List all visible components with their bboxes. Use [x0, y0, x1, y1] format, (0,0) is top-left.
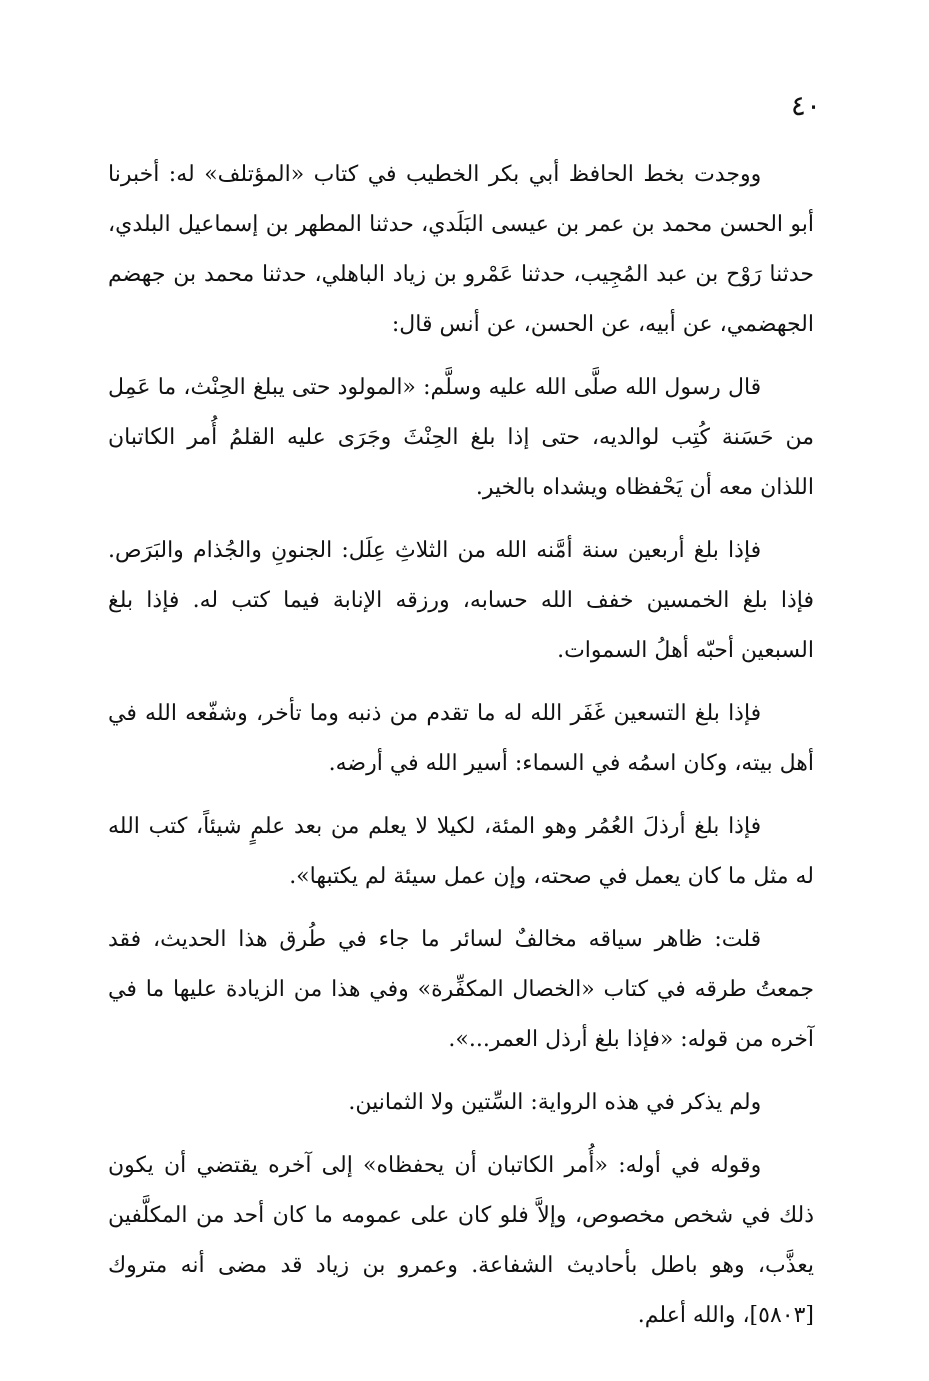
- paragraph-hadith-opening: قال رسول الله صلَّى الله عليه وسلَّم: «المولود حتى يبلغ الحِنْث، ما عَمِل من حَسَنة كُتِب لوالديه، حتى إذا بلغ الحِنْثَ وجَرَى عليه القلمُ أُمر الكاتبان اللذان معه أن يَحْفظاه ويشداه بالخير.: [108, 375, 814, 500]
- paragraph-ninety: فإذا بلغ التسعين غَفَر الله له ما تقدم من ذنبه وما تأخر، وشفّعه الله في أهل بيته، وكان اسمُه في السماء: أسير الله في أرضه.: [108, 701, 814, 776]
- page-number: ٤٠: [790, 89, 821, 122]
- paragraph-commentary: قلت: ظاهر سياقه مخالفٌ لسائر ما جاء في طُرق هذا الحديث، فقد جمعتُ طرقه في كتاب «الخصال المكفِّرة» وفي هذا من الزيادة عليها ما في آخره من قوله: «فإذا بلغ أرذل العمر...».: [108, 927, 814, 1052]
- paragraph-note-sixty-eighty: ولم يذكر في هذه الرواية: السِّتين ولا الثمانين.: [348, 1090, 762, 1115]
- paragraph-hundred: فإذا بلغ أرذلَ العُمُر وهو المئة، لكيلا لا يعلم من بعد علمٍ شيئاً، كتب الله له مثل ما كان يعمل في صحته، وإن عمل سيئة لم يكتبها».: [108, 814, 814, 889]
- body-text: [108, 150, 814, 1354]
- paragraph-forty-fifty-seventy: فإذا بلغ أربعين سنة أمَّنه الله من الثلاثِ عِلَل: الجنونِ والجُذام والبَرَص. فإذا بلغ الخمسين خفف الله حسابه، ورزقه الإنابة فيما كتب له. فإذا بلغ السبعين أحبّه أهلُ السموات.: [108, 538, 814, 663]
- paragraph-isnad: ووجدت بخط الحافظ أبي بكر الخطيب في كتاب «المؤتلف» له: أخبرنا أبو الحسن محمد بن عمر بن عيسى البَلَدي، حدثنا المطهر بن إسماعيل البلدي، حدثنا رَوْح بن عبد المُجِيب، حدثنا عَمْرو بن زياد الباهلي، حدثنا محمد بن جهضم الجهضمي، عن أبيه، عن الحسن، عن أنس قال:: [108, 162, 814, 337]
- paragraph-conclusion: وقوله في أوله: «أُمر الكاتبان أن يحفظاه» إلى آخره يقتضي أن يكون ذلك في شخص مخصوص، وإلاَّ فلو كان على عمومه ما كان أحد من المكلَّفين يعذَّب، وهو باطل بأحاديث الشفاعة. وعمرو بن زياد قد مضى أنه متروك [٥٨٠٣]، والله أعلم.: [108, 1153, 814, 1328]
